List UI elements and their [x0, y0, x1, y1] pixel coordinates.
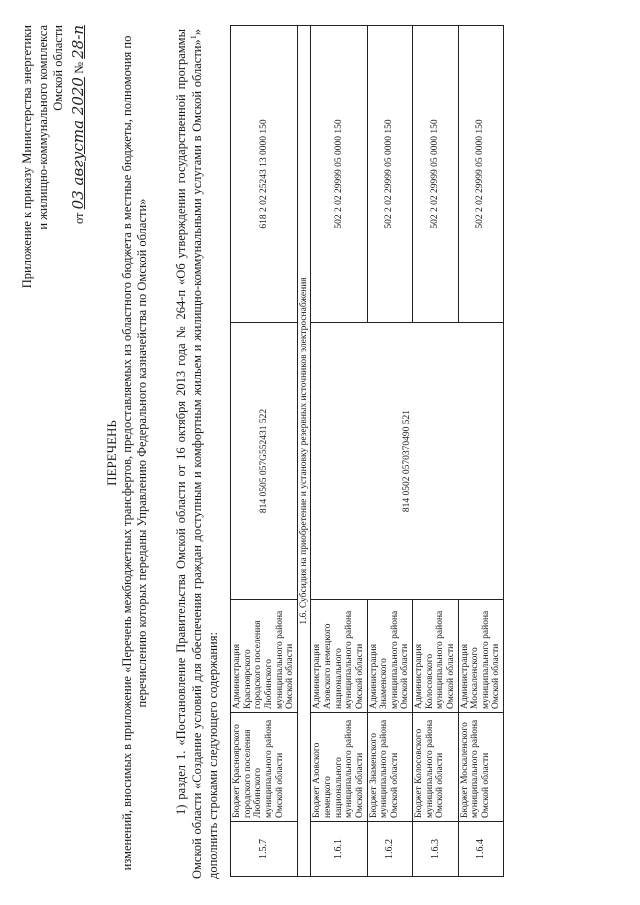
- number-prefix: №: [71, 61, 86, 74]
- section-heading: 1.6. Субсидия на приобретение и установку резервных источников электроснабжения: [297, 26, 311, 877]
- intro-paragraph: [174, 29, 221, 879]
- document-title: ПЕРЕЧЕНЬ: [104, 420, 119, 486]
- revenue-code: 502 2 02 29999 05 0000 150: [367, 26, 413, 323]
- intro-text: 1) раздел 1. «Постановление Правительства Омской области от 16 октября 2013 года № 264-п «Об утверждении государственной программы Омской области «Создание условий для обеспечения граждан доступным и комфортным жильем и жилищно-коммунальными услугами в Омской области»: [174, 29, 205, 879]
- row-number: 1.6.3: [413, 822, 459, 877]
- expense-code: 814 0502 0570370490 521: [311, 323, 504, 600]
- administrator: Администрация Москаленского муниципального района Омской области: [458, 600, 504, 713]
- handwritten-number: 28-п: [68, 25, 87, 59]
- approval-header: [20, 25, 88, 288]
- handwritten-date: 03 августа 2020: [68, 77, 87, 210]
- expense-code: 814 0505 057G552431 522: [231, 323, 298, 600]
- header-line-1: Приложение к приказу Министерства энергетики: [20, 25, 34, 289]
- section-row: [297, 26, 311, 877]
- table-row: [231, 26, 298, 877]
- transfers-table: [230, 25, 504, 877]
- table-row: [311, 26, 367, 877]
- document-page: [12, 13, 612, 893]
- row-number: 1.6.1: [311, 822, 367, 877]
- footnote-marker: 1: [189, 35, 199, 40]
- recipient-budget: Бюджет Знаменского муниципального района Омской области: [367, 713, 413, 822]
- administrator: Администрация Азовского немецкого национального муниципального района Омской области: [311, 600, 367, 713]
- header-line-3: Омской области: [51, 25, 66, 111]
- document-subtitle: изменений, вносимых в приложение «Перечень межбюджетных трансфертов, предоставляемых из областного бюджета в местные бюджеты, полномочия по перечислению которых переданы Управлению Федерального казначейства по Омской области»: [120, 35, 150, 871]
- administrator: Администрация Колосовского муниципального района Омской области: [413, 600, 459, 713]
- recipient-budget: Бюджет Азовского немецкого национального муниципального района Омской области: [311, 713, 367, 822]
- revenue-code: 502 2 02 29999 05 0000 150: [413, 26, 459, 323]
- revenue-code: 618 2 02 25243 13 0000 150: [231, 26, 298, 323]
- row-number: 1.6.4: [458, 822, 504, 877]
- revenue-code: 502 2 02 29999 05 0000 150: [458, 26, 504, 323]
- date-prefix: от: [71, 212, 86, 225]
- recipient-budget: Бюджет Колосовского муниципального района Омской области: [413, 713, 459, 822]
- recipient-budget: Бюджет Красноярского городского поселения Любинского муниципального района Омской области: [231, 713, 298, 822]
- administrator: Администрация Знаменского муниципального района Омской области: [367, 600, 413, 713]
- header-line-2: и жилищно-коммунального комплекса: [35, 25, 50, 230]
- revenue-code: 502 2 02 29999 05 0000 150: [311, 26, 367, 323]
- row-number: 1.5.7: [231, 822, 298, 877]
- row-number: 1.6.2: [367, 822, 413, 877]
- date-line: [69, 25, 88, 288]
- intro-tail: » дополнить строками следующего содержания:: [190, 29, 220, 879]
- administrator: Администрация Красноярского городского поселения Любинского муниципального района Омской области: [231, 600, 298, 713]
- recipient-budget: Бюджет Москаленского муниципального района Омской области: [458, 713, 504, 822]
